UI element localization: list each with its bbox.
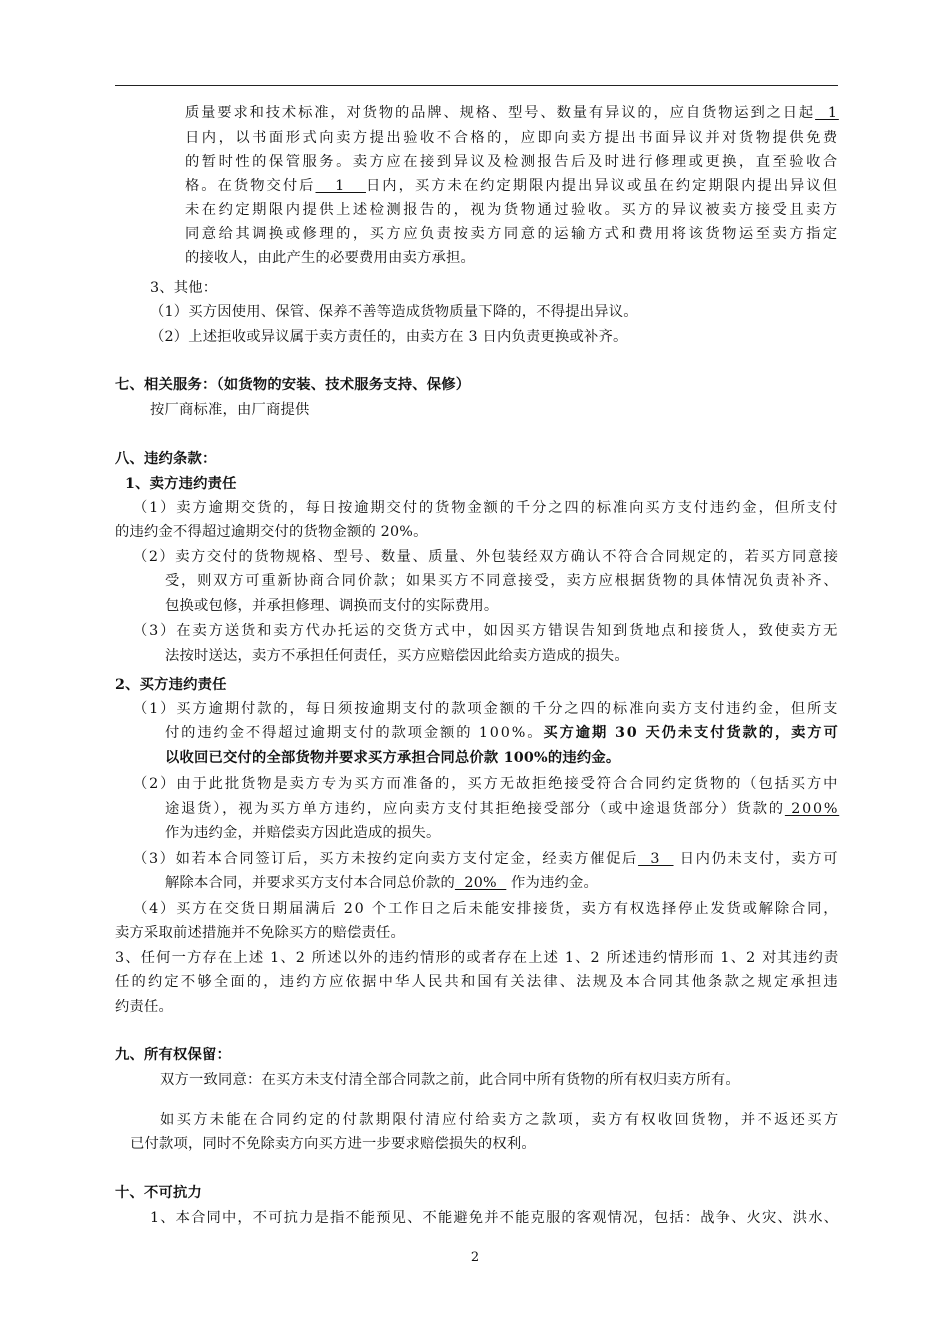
text-line	[133, 547, 839, 567]
text-line	[115, 1045, 231, 1065]
text-line	[115, 675, 227, 695]
text-segment: （1）买方因使用、保管、保养不善等造成货物质量下降的，不得提出异议。	[150, 304, 638, 320]
text-segment: 包换或包修，并承担修理、调换而支付的实际费用。	[165, 598, 499, 614]
text-line	[150, 400, 309, 420]
text-segment: （1）卖方逾期交货的，每日按逾期交付的货物金额的千分之四的标准向买方支付违约金，但所支付	[133, 500, 840, 516]
text-segment: 受，则双方可重新协商合同价款；如果买方不同意接受，卖方应根据货物的具体情况负责补齐、	[165, 573, 840, 589]
blank-field-value: 20%	[454, 875, 507, 891]
bold-text: 以收回已交付的全部货物并要求买方承担合同总价款 100%的违约金。	[165, 750, 621, 766]
text-line	[115, 948, 839, 968]
text-line	[165, 799, 839, 819]
text-line	[150, 1208, 839, 1228]
text-line	[165, 723, 840, 743]
text-line	[185, 248, 475, 268]
text-segment: 约责任。	[115, 999, 173, 1015]
text-segment: 任的约定不够全面的，违约方应依据中华人民共和国有关法律、法规及本合同其他条款之规定承担违	[115, 974, 840, 990]
text-line	[115, 923, 405, 943]
text-segment: 1、本合同中，不可抗力是指不能预见、不能避免并不能克服的客观情况，包括：战争、火灾、洪水、	[150, 1210, 840, 1226]
text-segment: 双方一致同意：在买方未支付清全部合同款之前，此合同中所有货物的所有权归卖方所有。	[160, 1072, 740, 1088]
text-segment: 日内，买方未在约定期限内提出异议或虽在约定期限内提出异议但	[365, 178, 839, 194]
page-number: 2	[470, 1250, 480, 1265]
text-segment: 的违约金不得超过逾期交付的货物金额的 20%。	[115, 524, 428, 540]
text-segment: 未在约定期限内提供上述检测报告的，视为货物通过验收。买方的异议被卖方接受且卖方	[185, 202, 840, 218]
text-line	[125, 474, 237, 494]
bold-text: 八、违约条款：	[115, 451, 217, 467]
text-segment: 格。在货物交付后	[185, 178, 316, 194]
bold-text: 七、相关服务：（如货物的安装、技术服务支持、保修）	[115, 377, 471, 393]
text-segment: （2）由于此批货物是卖方专为买方而准备的，买方无故拒绝接受符合合同约定货物的（包括买方中	[133, 776, 840, 792]
blank-field-value: 1	[815, 105, 839, 121]
text-segment: 日内，以书面形式向卖方提出验收不合格的，应即向卖方提出书面异议并对货物提供免费	[185, 130, 840, 146]
text-segment: 如买方未能在合同约定的付款期限付清应付给卖方之款项，卖方有权收回货物，并不返还买方	[160, 1112, 841, 1128]
text-line	[133, 849, 839, 869]
text-line	[133, 498, 839, 518]
text-line	[165, 873, 598, 893]
text-line	[165, 646, 629, 666]
text-segment: （1）买方逾期付款的，每日须按逾期支付的款项金额的千分之四的标准向卖方支付违约金，但所支	[133, 701, 840, 717]
text-line	[150, 278, 217, 298]
bold-text: 九、所有权保留：	[115, 1047, 231, 1063]
text-line	[150, 302, 638, 322]
text-line	[160, 1110, 840, 1130]
text-line	[185, 224, 840, 244]
text-segment: 的暂时性的保管服务。卖方应在接到异议及检测报告后及时进行修理或更换，直至验收合	[185, 154, 840, 170]
text-line	[165, 823, 440, 843]
text-segment: 按厂商标准，由厂商提供	[150, 402, 310, 418]
text-line	[150, 327, 627, 347]
text-line	[165, 748, 620, 768]
blank-field-value: 200%	[784, 801, 840, 817]
text-segment: 已付款项，同时不免除卖方向买方进一步要求赔偿损失的权利。	[130, 1136, 536, 1152]
text-segment: （3）在卖方送货和卖方代办托运的交货方式中，如因买方错误告知到货地点和接货人，致使卖方无	[133, 623, 840, 639]
text-line	[185, 128, 840, 148]
text-segment: （4）买方在交货日期届满后 20 个工作日之后未能安排接货，卖方有权选择停止发货或解除合同，	[133, 901, 840, 917]
text-line	[160, 1070, 740, 1090]
text-segment: 3、任何一方存在上述 1、2 所述以外的违约情形的或者存在上述 1、2 所述违约情形而 1、2 对其违约责	[115, 950, 840, 966]
text-line	[130, 1134, 536, 1154]
text-line	[115, 522, 428, 542]
text-line	[165, 571, 839, 591]
text-segment: 质量要求和技术标准，对货物的品牌、规格、型号、数量有异议的，应自货物运到之日起	[185, 105, 816, 121]
text-line	[115, 997, 173, 1017]
text-segment: 同意给其调换或修理的，买方应负责按卖方同意的运输方式和费用将该货物运至卖方指定	[185, 226, 840, 242]
text-segment: （2）上述拒收或异议属于卖方责任的，由卖方在 3 日内负责更换或补齐。	[150, 329, 628, 345]
text-line	[185, 103, 839, 123]
bold-text: 2、买方违约责任	[115, 677, 227, 693]
text-line	[115, 972, 840, 992]
text-segment: （2）卖方交付的货物规格、型号、数量、质量、外包装经双方确认不符合合同规定的，若买方同意接	[133, 549, 840, 565]
text-segment: 的接收人，由此产生的必要费用由卖方承担。	[185, 250, 475, 266]
text-line	[165, 596, 498, 616]
blank-field-value: 3	[638, 851, 674, 867]
text-segment: 卖方采取前述措施并不免除买方的赔偿责任。	[115, 925, 405, 941]
text-segment: 解除本合同，并要求买方支付本合同总价款的	[165, 875, 455, 891]
text-line	[133, 699, 839, 719]
blank-field-value: 1	[315, 178, 366, 194]
text-segment: （3）如若本合同签订后，买方未按约定向卖方支付定金，经卖方催促后	[133, 851, 638, 867]
text-line	[133, 899, 839, 919]
header-rule	[115, 85, 838, 86]
text-line	[133, 774, 839, 794]
text-segment: 3、其他：	[150, 280, 218, 296]
text-segment: 途退货），视为买方单方违约，应向卖方支付其拒绝接受部分（或中途退货部分）货款的	[165, 801, 785, 817]
text-line	[185, 200, 840, 220]
text-segment: 作为违约金，并赔偿卖方因此造成的损失。	[165, 825, 441, 841]
text-line	[115, 1183, 202, 1203]
text-segment: 作为违约金。	[506, 875, 599, 891]
bold-text: 买方逾期 30 天仍未支付货款的，卖方可	[543, 725, 840, 741]
text-line	[115, 449, 216, 469]
text-line	[133, 621, 839, 641]
bold-text: 1、卖方违约责任	[125, 476, 237, 492]
text-segment: 付的违约金不得超过逾期支付的款项金额的 100%。	[165, 725, 544, 741]
text-line	[185, 176, 839, 196]
text-segment: 日内仍未支付，卖方可	[673, 851, 840, 867]
text-line	[115, 375, 470, 395]
text-segment: 法按时送达，卖方不承担任何责任，买方应赔偿因此给卖方造成的损失。	[165, 648, 629, 664]
bold-text: 十、不可抗力	[115, 1185, 202, 1201]
text-line	[185, 152, 840, 172]
